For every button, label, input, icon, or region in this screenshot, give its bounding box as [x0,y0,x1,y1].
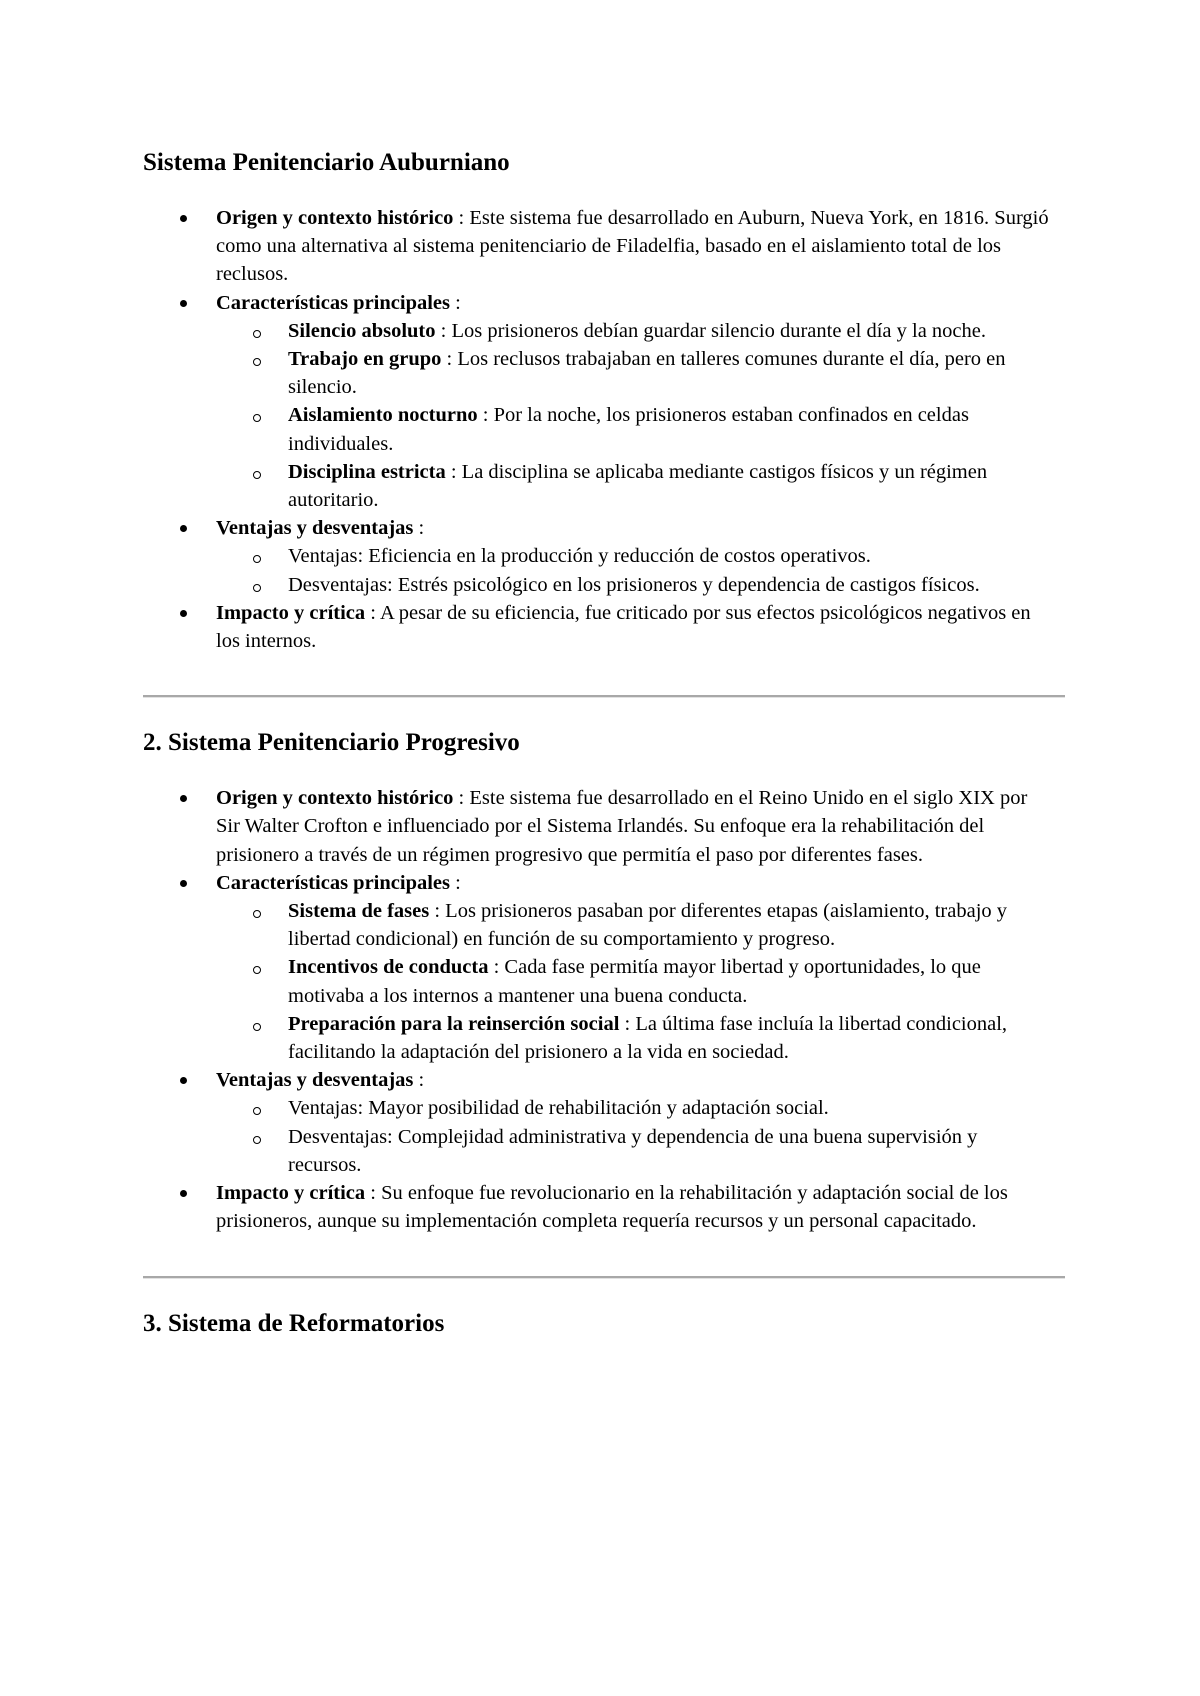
sub-item-text: Ventajas: Mayor posibilidad de rehabilitación y adaptación social. [288,1097,829,1120]
sub-item-text: Los prisioneros pasaban por diferentes etapas (aislamiento, trabajo y libertad condicional) en función de su comportamiento y progreso. [288,900,1008,951]
sub-item-text: Los reclusos trabajaban en talleres comunes durante el día, pero en silencio. [288,348,1006,399]
bullet-icon [180,1190,187,1197]
bullet-icon [180,525,187,532]
bullet-icon [180,300,187,307]
sub-item-term: Incentivos de conducta [288,956,489,979]
list-item [216,869,1065,1066]
circle-bullet-icon [253,414,261,422]
item-separator: : [445,460,462,483]
list-item [216,204,1065,289]
sub-list-item [288,953,1055,1009]
sub-list-item [288,458,1055,514]
bullet-icon [180,795,187,802]
bullet-icon [180,880,187,887]
item-separator: : [413,517,425,540]
item-term: Características principales [216,291,450,314]
sub-list-item [288,897,1055,953]
item-separator: : [365,601,380,624]
sub-list-item [288,1094,1055,1122]
list-item [216,1066,1065,1179]
circle-bullet-icon [253,471,261,479]
item-separator: : [450,871,461,894]
item-term: Características principales [216,871,450,894]
sub-item-text: Cada fase permitía mayor libertad y oportunidades, lo que motivaba a los internos a mantener una buena conducta. [288,956,981,1007]
sub-item-term: Silencio absoluto [288,319,436,342]
list-item [216,599,1065,655]
section-progresivo [143,726,1065,1235]
sub-list-item [288,401,1055,457]
sub-item-text: La última fase incluía la libertad condicional, facilitando la adaptación del prisionero a la vida en sociedad. [288,1012,1008,1064]
bullet-icon [180,215,187,222]
item-text: Este sistema fue desarrollado en Auburn, Nueva York, en 1816. Surgió como una alternativa al sistema penitenciario de Filadelfia, basado en el aislamiento total de los reclusos. [216,207,1049,286]
sub-item-text: La disciplina se aplicaba mediante castigos físicos y un régimen autoritario. [288,460,988,512]
sub-item-term: Trabajo en grupo [288,348,442,371]
sub-list-item [288,542,1055,570]
horizontal-divider [143,695,1065,698]
section-title: Sistema Penitenciario Auburniano [143,149,510,176]
item-term: Origen y contexto histórico [216,787,454,810]
item-separator: : [488,956,505,979]
item-term: Ventajas y desventajas [216,1069,414,1092]
sub-item-text: Desventajas: Complejidad administrativa y dependencia de una buena supervisión y recursos. [288,1125,978,1176]
bullet-icon [180,610,187,617]
bullet-icon [180,1077,187,1084]
item-separator: : [477,404,494,427]
sub-list [216,317,1055,514]
section-title: 3. Sistema de Reformatorios [143,1309,445,1337]
sub-item-term: Sistema de fases [288,900,430,923]
item-term: Origen y contexto histórico [216,207,454,229]
item-term: Impacto y crítica [216,601,366,624]
circle-bullet-icon [253,1136,261,1144]
sub-item-text: Por la noche, los prisioneros estaban confinados en celdas individuales. [288,404,969,455]
section-title: 2. Sistema Penitenciario Progresivo [143,729,520,757]
sub-item-term: Disciplina estricta [288,460,446,483]
sub-list-item [288,571,1055,599]
item-separator: : [441,348,458,371]
item-separator: : [435,319,452,342]
item-separator: : [453,207,470,229]
sub-list-item [288,1123,1055,1179]
section-auburniano [143,146,1065,655]
sub-item-text: Los prisioneros debían guardar silencio durante el día y la noche. [451,319,987,342]
sub-item-term: Aislamiento nocturno [288,404,478,427]
list-item [216,784,1065,869]
circle-bullet-icon [253,330,261,338]
item-separator: : [429,900,446,923]
item-text: Este sistema fue desarrollado en el Reino Unido en el siglo XIX por Sir Walter Crofton e influenciado por el Sistema Irlandés. Su enfoque era la rehabilitación del prisionero a través de un régimen progresivo que permitía el paso por diferentes fases. [216,787,1028,866]
sub-item-text: Desventajas: Estrés psicológico en los prisioneros y dependencia de castigos físicos. [288,573,980,596]
item-separator: : [619,1012,636,1035]
circle-bullet-icon [253,966,261,974]
sub-list [216,897,1055,1066]
section-reformatorios [143,1307,1065,1341]
item-term: Ventajas y desventajas [216,517,414,540]
sub-list-item [288,317,1055,345]
item-separator: : [453,787,470,810]
circle-bullet-icon [253,584,261,592]
horizontal-divider [143,1276,1065,1279]
sub-list [216,1094,1055,1179]
item-separator: : [365,1182,382,1205]
circle-bullet-icon [253,555,261,563]
item-term: Impacto y crítica [216,1182,366,1205]
sub-item-term: Preparación para la reinserción social [288,1012,620,1035]
sub-item-text: Ventajas: Eficiencia en la producción y reducción de costos operativos. [288,545,871,568]
bullet-list [143,784,1065,1235]
item-text: A pesar de su eficiencia, fue criticado por sus efectos psicológicos negativos en los internos. [216,601,1031,653]
circle-bullet-icon [253,1023,261,1031]
circle-bullet-icon [253,358,261,366]
circle-bullet-icon [253,1107,261,1115]
list-item [216,289,1065,515]
list-item [216,1179,1065,1235]
list-item [216,514,1065,599]
bullet-list [143,204,1065,655]
item-text: Su enfoque fue revolucionario en la rehabilitación y adaptación social de los prisioneros, aunque su implementación completa requería recursos y un personal capacitado. [216,1182,1008,1233]
sub-list [216,542,1055,598]
item-separator: : [450,291,461,314]
sub-list-item [288,1010,1055,1066]
circle-bullet-icon [253,910,261,918]
document-page [143,130,1065,1365]
sub-list-item [288,345,1055,401]
item-separator: : [413,1069,425,1092]
